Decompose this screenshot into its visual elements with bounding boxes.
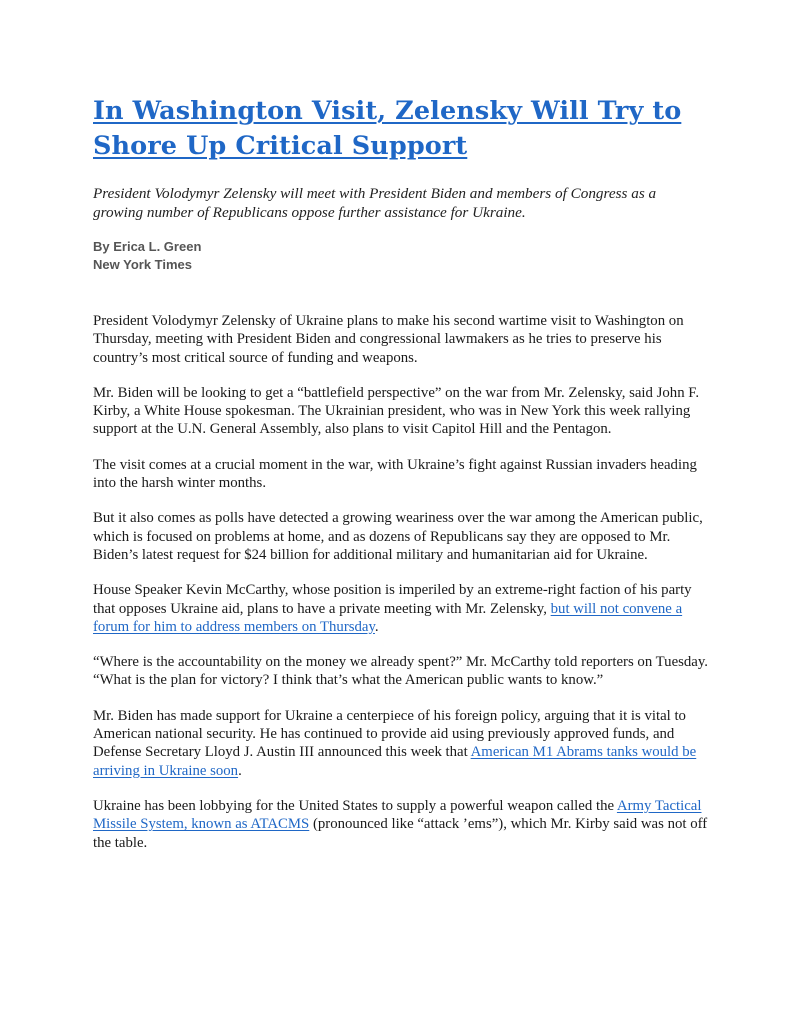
paragraph-5 bbox=[93, 581, 708, 636]
paragraph-1: President Volodymyr Zelensky of Ukraine plans to make his second wartime visit to Washington on Thursday, meeting with President Biden and congressional lawmakers as he tries to preserve his country’s most critical source of funding and weapons. bbox=[93, 313, 684, 366]
paragraph-7 bbox=[93, 707, 708, 780]
byline-author: By Erica L. Green bbox=[93, 239, 202, 254]
paragraph-8-text: Ukraine has been lobbying for the United States to supply a powerful weapon called the bbox=[93, 797, 617, 814]
paragraph-6: “Where is the accountability on the money we already spent?” Mr. McCarthy told reporters on Tuesday. “What is the plan for victory? I think that’s what the American public wants to know.” bbox=[93, 654, 708, 689]
abrams-tanks-link[interactable]: American M1 Abrams tanks would be arriving in Ukraine soon bbox=[93, 744, 697, 779]
paragraph-8 bbox=[93, 797, 708, 852]
paragraph-4: But it also comes as polls have detected a growing weariness over the war among the American public, which is focused on problems at home, and as dozens of Republicans say they are opposed to Mr. Biden’s latest request for $24 billion for additional military and humanitarian aid for Ukraine. bbox=[93, 510, 703, 563]
forum-link[interactable]: but will not convene a forum for him to address members on Thursday bbox=[93, 600, 683, 635]
paragraph-2: Mr. Biden will be looking to get a “battlefield perspective” on the war from Mr. Zelensky, said John F. Kirby, a White House spokesman. The Ukrainian president, who was in New York this week rallying support at the U.N. General Assembly, also plans to visit Capitol Hill and the Pentagon. bbox=[93, 384, 700, 438]
article-page bbox=[93, 94, 708, 869]
paragraph-3: The visit comes at a crucial moment in the war, with Ukraine’s fight against Russian invaders heading into the harsh winter months. bbox=[93, 456, 697, 492]
article-body bbox=[93, 312, 708, 852]
article-deck: President Volodymyr Zelensky will meet with President Biden and members of Congress as a growing number of Republicans oppose further assistance for Ukraine. bbox=[93, 185, 657, 221]
paragraph-7-text: Mr. Biden has made support for Ukraine a centerpiece of his foreign policy, arguing that it is vital to American national security. He has continued to provide aid using previously approved funds, and Defense Secretary Lloyd J. Austin III announced this week that bbox=[93, 707, 686, 761]
paragraph-5-end: . bbox=[374, 618, 379, 635]
paragraph-5-text: House Speaker Kevin McCarthy, whose position is imperiled by an extreme-right faction of his party that opposes Ukraine aid, plans to have a private meeting with Mr. Zelensky, bbox=[93, 582, 692, 617]
byline-publication: New York Times bbox=[93, 257, 192, 272]
byline bbox=[93, 238, 708, 274]
article-headline[interactable]: In Washington Visit, Zelensky Will Try to Shore Up Critical Support bbox=[93, 96, 682, 161]
atacms-link[interactable]: Army Tactical Missile System, known as ATACMS bbox=[93, 797, 702, 833]
paragraph-8-end: (pronounced like “attack ’ems”), which Mr. Kirby said was not off the table. bbox=[93, 816, 708, 851]
paragraph-7-end: . bbox=[238, 762, 242, 779]
